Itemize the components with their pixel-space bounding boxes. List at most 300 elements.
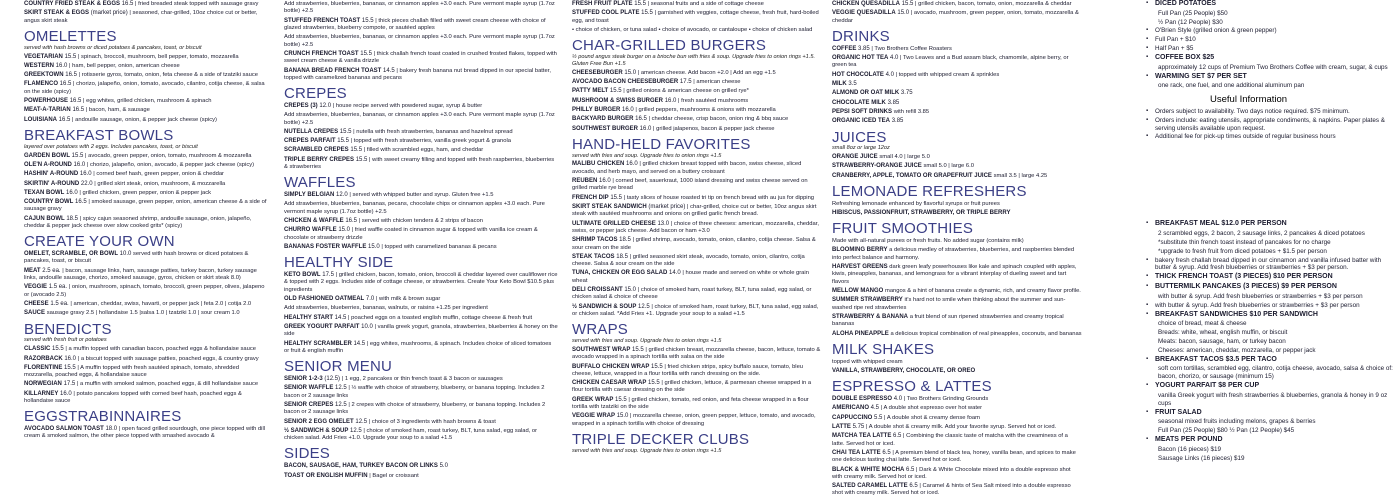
- item-description: | 1 egg, 2 pancakes or thin french toast & 3 bacon or sausages: [341, 375, 503, 382]
- item-name: SKIRT STEAK SANDWICH: [572, 203, 647, 210]
- item-description: | Dark & White Chocolate mixed into a double espresso shot with creamy milk. Served hot or iced.: [832, 466, 1071, 480]
- menu-item: [284, 129, 558, 136]
- catering-item-title: MEATS PER POUND: [1155, 436, 1223, 444]
- item-description: | grilled jalapenos, bacon & pepper jack cheese: [653, 125, 775, 132]
- item-price: 15.5: [71, 152, 84, 159]
- catering-item-title: BUTTERMILK PANCAKES (3 PIECES) $9 PER PERSON: [1155, 283, 1337, 291]
- item-description: | grilled onions & american cheese on grilled rye*: [623, 88, 749, 95]
- item-price: 13.0: [657, 220, 670, 227]
- menu-item: [284, 112, 558, 127]
- item-name: CLASSIC: [24, 346, 51, 353]
- item-description: | Bagel or croissant: [369, 472, 419, 479]
- item-description: Refreshing lemonade enhanced by flavorful syrups or fruit purees: [832, 200, 1000, 207]
- benedicts-section-subtitle: served with fresh fruit or potatoes: [24, 337, 107, 344]
- catering-item: [1146, 436, 1394, 445]
- item-description: | onion, mushroom, spinach, tomato, broccoli, green pepper, olives, jalapeno or (avocado 2.5): [24, 284, 265, 298]
- menu-item: [832, 247, 1082, 262]
- item-name: VANILLA, STRAWBERRY, CHOCOLATE, OR OREO: [832, 367, 976, 374]
- item-price: 7.0: [365, 296, 375, 302]
- menu-item: [284, 227, 558, 242]
- catering-item-title: DICED POTATOES: [1155, 0, 1217, 7]
- item-description: | choice of 3 ingredients with hash browns & toast: [368, 418, 496, 425]
- item-price: 15.0: [624, 287, 637, 294]
- item-description: | served with chicken tenders & 2 strips of bacon: [358, 218, 483, 225]
- menu-item: [284, 376, 558, 383]
- item-name: ALMOND OR OAT MILK: [832, 90, 900, 97]
- item-price: 2.5 ea.: [42, 267, 61, 274]
- menu-item: [832, 46, 1082, 53]
- menu-item: [284, 18, 558, 33]
- item-name: ½ SANDWICH & SOUP: [572, 303, 637, 310]
- menu-item: [832, 163, 1082, 170]
- catering-item: [1146, 54, 1394, 63]
- catering-line: 2 scrambled eggs, 2 bacon, 2 sausage links, 2 pancakes & diced potatoes: [1158, 230, 1365, 238]
- smoothies-section-heading: FRUIT SMOOTHIES: [832, 220, 974, 238]
- info-line: ▪ Orders include: eating utensils, appropriate condiments, & napkins. Paper plates & serving utensils available upon request.: [1146, 117, 1394, 133]
- menu-item: [24, 381, 268, 388]
- menu-item: [284, 103, 558, 110]
- item-name: VEGGIE WRAP: [572, 413, 616, 420]
- catering-item: [1146, 409, 1394, 418]
- wraps-section-heading: WRAPS: [572, 321, 629, 339]
- item-description: | egg whites, grilled chicken, mushroom & spinach: [83, 98, 212, 105]
- handheld-section-subtitle: served with fries and soup. Upgrade fries to onion rings +1.5: [572, 152, 722, 159]
- item-price: 5.75: [852, 423, 865, 430]
- item-price: 18.5: [619, 237, 631, 244]
- item-description: a delicious medley of strawberries, blueberries, and raspberries blended into perfect balance and harmony.: [832, 247, 1075, 261]
- item-price: 5.5: [874, 414, 883, 421]
- create-section-heading: CREATE YOUR OWN: [24, 233, 175, 251]
- item-price: 15.5: [350, 147, 363, 154]
- item-price: 16.5: [75, 199, 87, 206]
- item-price: 15.5: [337, 138, 349, 145]
- item-description: | grilled chicken breast topped with bacon, swiss cheese, sliced avocado, and herb mayo, and served on a buttery croissant: [572, 161, 802, 175]
- item-description: | grilled seasoned skirt steak, avocado, tomato, onion, cilantro, cotija cheese. Salsa & sour cream on the side: [572, 253, 805, 268]
- menu-item: [832, 415, 1082, 422]
- item-name: HEALTHY START: [284, 314, 333, 321]
- item-price: 15.5: [355, 156, 368, 163]
- catering-line: choice of bread, meat & cheese: [1158, 320, 1247, 328]
- item-name: MILK: [832, 80, 847, 87]
- item-price: 15.5: [52, 346, 64, 353]
- item-description: | Two Brothers Coffee Roasters: [871, 45, 952, 52]
- item-price: 16.0: [55, 62, 68, 69]
- item-price: 1.5 ea.: [50, 301, 69, 307]
- item-description: | choice of smoked ham, roast turkey, BLT, tuna salad, egg salad, or chicken salad. *Add Fries +1. Upgrade your soup to a salad +1.5: [572, 303, 819, 317]
- item-price: 15.5: [648, 380, 660, 387]
- item-price: 3.85: [887, 99, 900, 106]
- item-price: 10.0: [119, 251, 132, 258]
- item-name: GREEK YOGURT PARFAIT: [284, 323, 360, 330]
- clubs-section-subtitle: served with fries and soup. Upgrade fries to onion rings +1.5: [572, 447, 722, 454]
- item-name: CREPES PARFAIT: [284, 138, 336, 145]
- catering-list: [1146, 0, 1394, 90]
- info-line: ▪ Additional fee for pick-up times outside of regular business hours: [1146, 133, 1394, 141]
- item-price: 3.5: [848, 80, 857, 87]
- item-name: HIBISCUS, PASSIONFRUIT, STRAWBERRY, OR TRIPLE BERRY: [832, 210, 1011, 217]
- menu-column-4: [828, 0, 1088, 500]
- item-price: 15.5: [339, 128, 352, 135]
- item-price: 16.0: [79, 171, 92, 178]
- menu-item: [284, 218, 558, 225]
- menu-item: [284, 324, 558, 339]
- item-price: 18.5: [66, 215, 79, 222]
- menu-column-5: [1142, 0, 1400, 500]
- senior-section-heading: SENIOR MENU: [284, 358, 393, 376]
- item-price: 16.5: [72, 107, 85, 114]
- item-description: served with hash browns or diced potatoes & pancakes, toast, or biscuit: [24, 251, 249, 265]
- catering-line: Bacon (16 pieces) $19: [1158, 445, 1222, 453]
- menu-item: [24, 284, 268, 299]
- benedicts-section-heading: BENEDICTS: [24, 320, 112, 338]
- catering-item: [1146, 0, 1394, 9]
- item-description: | chorizo, jalapeño, onion, avocado, & pepper jack cheese (spicy): [86, 161, 255, 168]
- item-price: (market price): [648, 203, 686, 210]
- item-description: | topped with caramelized bananas & pecans: [381, 244, 497, 250]
- item-description: | grilled shrimp, avocado, tomato, onion, cilantro, cotija cheese. Salsa & sour cream on the side: [572, 237, 816, 251]
- menu-item: [284, 305, 558, 312]
- item-description: Add strawberries, blueberries, bananas, pecans, chocolate chips or cinnamon apples +3.0 each. Pure vermont maple syrup (1.7oz bottle) +2.5: [284, 201, 545, 215]
- item-name: FLORENTINE: [24, 364, 63, 371]
- item-price: 4.0: [890, 55, 899, 61]
- menu-item: [284, 201, 558, 216]
- item-name: SKIRT STEAK & EGGS: [24, 10, 90, 17]
- item-price: 15.0: [897, 10, 910, 17]
- menu-item: [832, 467, 1082, 482]
- menu-item: [572, 221, 822, 236]
- menu-item: [24, 181, 268, 188]
- catering-line: seasonal mixed fruits including melons, grapes & berries: [1158, 418, 1316, 426]
- menu-item: [832, 173, 1082, 180]
- item-description: | grilled chicken, green pepper, onion & pepper jack: [79, 189, 212, 196]
- menu-column-3: [568, 0, 828, 500]
- catering-line: approximately 12 cups of Premium Two Brothers Coffee with cream, sugar, & cups: [1158, 63, 1388, 71]
- item-name: SENIOR CREPES: [284, 401, 334, 408]
- burgers-section-subtitle: ½ pound angus steak burger on a brioche bun with fries & soup. Upgrade fries to onion rings +1.5. Gluten Free Bun +1.5: [572, 54, 816, 67]
- menu-item: [572, 204, 822, 219]
- item-price: 14.5: [334, 314, 347, 321]
- wraps-section-subtitle: served with fries and soup. Upgrade fries to onion rings +1.5: [572, 338, 722, 345]
- menu-item: [572, 161, 822, 176]
- menu-item: [572, 237, 822, 252]
- menu-item: [572, 107, 822, 114]
- item-price: 3.85: [858, 45, 870, 52]
- item-description: small 5.0 | large 6.0: [923, 163, 974, 170]
- item-price: 16.0: [60, 390, 72, 397]
- menu-item: [284, 244, 558, 251]
- item-description: | mozzarella cheese, onion, green pepper, lettuce, tomato, and avocado, wrapped in a spinach tortilla with choice of dressing: [572, 413, 816, 427]
- item-name: GREEKTOWN: [24, 72, 64, 79]
- item-description: dark green leafy powerhouses like kale and spinach coupled with apples, kiwis, pineapples, bananas, and lemongrass for a vibrant interplay of dueling sweet and tart flavors: [832, 264, 1077, 285]
- item-description: with refill 3.85: [893, 108, 930, 115]
- item-price: 3.85: [891, 118, 904, 125]
- catering-item: [1146, 382, 1394, 391]
- item-name: BACKYARD BURGER: [572, 116, 634, 123]
- item-description: Add strawberries, blueberries, bananas, or cinnamon apples +3.0 each. Pure vermont maple syrup (1.7oz bottle) +2.5: [284, 1, 555, 15]
- item-name: MUSHROOM & SWISS BURGER: [572, 97, 664, 104]
- item-name: VEGGIE QUESADILLA: [832, 10, 896, 17]
- item-price: 22.0: [80, 180, 93, 187]
- menu-item: [572, 304, 822, 319]
- item-price: 3.75: [900, 90, 913, 97]
- menu-item: [284, 51, 558, 66]
- item-name: ORANGE JUICE: [832, 154, 878, 161]
- menu-item: [572, 88, 822, 95]
- menu-item: [832, 433, 1082, 448]
- menu-item: [24, 216, 268, 231]
- item-description: | american, cheddar, swiss, havarti, or pepper jack | feta 2.0 | cotija 2.0: [70, 301, 252, 307]
- item-name: BANANAS FOSTER WAFFLE: [284, 244, 367, 250]
- item-price: 15.5: [610, 194, 623, 201]
- menu-item: [284, 272, 558, 294]
- catering-item-title: COFFEE BOX $25: [1155, 54, 1215, 62]
- menu-item: [284, 315, 558, 322]
- menu-item: [572, 397, 822, 412]
- item-name: COUNTRY BOWL: [24, 199, 74, 206]
- clubs-section-heading: TRIPLE DECKER CLUBS: [572, 431, 750, 448]
- catering-line: ▪ with butter & syrup. Add fresh blueberries or strawberries + $3 per person: [1146, 302, 1394, 310]
- item-description: | grilled chicken, bacon, tomato, onion, mozzarella & cheddar: [915, 1, 1072, 7]
- item-name: MEAT-A-TARIAN: [24, 107, 71, 114]
- menu-item: [24, 365, 268, 380]
- item-name: CHURRO WAFFLE: [284, 227, 337, 234]
- menu-item: [24, 162, 268, 169]
- item-description: | american cheese: [693, 78, 741, 85]
- item-description: sausage gravy 2.5 | hollandaise 1.5 |salsa 1.0 | tzatziki 1.0 | sour cream 1.0: [46, 310, 240, 317]
- item-description: | american cheese. Add bacon +2.0 | Add an egg +1.5: [637, 69, 776, 76]
- menu-item: [284, 296, 558, 303]
- item-description: | choice of smoked ham, roast turkey, BLT, tuna salad, egg salad, or chicken salad & choice of cheese: [572, 287, 812, 301]
- item-name: CHEESEBURGER: [572, 69, 623, 76]
- item-description: | bacon, ham, & sausage: [85, 107, 150, 114]
- menu-item: [24, 10, 268, 25]
- item-description: | egg whites, mushrooms, & spinach. Includes choice of sliced tomatoes or fruit & english muffin: [284, 340, 552, 354]
- menu-item: [832, 297, 1082, 312]
- item-description: | avocado, mushroom, green pepper, onion, tomato, mozzarella & cheddar: [832, 10, 1079, 24]
- catering-list: [1146, 220, 1394, 462]
- menu-item: [572, 10, 822, 25]
- catering-item-title: WARMING SET $7 PER SET: [1155, 72, 1247, 80]
- item-name: MELLOW MANGO: [832, 288, 884, 294]
- menu-item: [832, 359, 1082, 366]
- item-name: POWERHOUSE: [24, 98, 69, 105]
- item-price: 14.5: [353, 340, 366, 347]
- item-name: ½ SANDWICH & SOUP: [284, 427, 349, 434]
- menu-item: [24, 171, 268, 178]
- item-description: | tasty slices of house roasted tri tip on french bread with au jus for dipping: [623, 194, 815, 201]
- menu-item: [24, 310, 268, 317]
- catering-line: ½ Pan (12 People) $30: [1158, 18, 1223, 26]
- crepes-section-heading: CREPES: [284, 85, 347, 103]
- menu-item: [572, 413, 822, 428]
- item-description: | bakery fresh banana nut bread dipped in our special batter, topped with caramelized bananas and pecans: [284, 67, 551, 81]
- menu-item: [572, 254, 822, 269]
- item-name: WESTERN: [24, 62, 54, 69]
- menu-item: [832, 405, 1082, 412]
- item-name: HOT CHOCOLATE: [832, 71, 884, 78]
- item-description: | poached eggs on a toasted english muffin, cottage cheese & fresh fruit: [348, 314, 533, 321]
- menu-item: [284, 34, 558, 49]
- item-name: TOAST OR ENGLISH MUFFIN: [284, 472, 368, 479]
- item-name: BUFFALO CHICKEN WRAP: [572, 363, 650, 370]
- item-price: 16.5: [635, 116, 647, 123]
- item-description: it's hard not to smile when thinking about the summer and sun-washed ripe red strawberries: [832, 297, 1066, 311]
- item-name: SALTED CARAMEL LATTE: [832, 483, 908, 490]
- item-description: | grilled chicken, bacon, tomato, onion, broccoli & cheddar layered over cauliflower rice & topped with 2 eggs. Includes side of cottage cheese, or strawberries. Create Your Keto Bowl $10.5 plus ingredients: [284, 272, 558, 293]
- item-description: | seasoned, char-grilled, 10oz choice cut or better, angus skirt steak: [24, 10, 258, 24]
- item-name: VEGGIE: [24, 284, 48, 291]
- menu-item: [284, 68, 558, 83]
- item-name: TRIPLE BERRY CREPES: [284, 156, 355, 163]
- item-name: PHILLY BURGER: [572, 106, 621, 113]
- info-list: [1146, 108, 1394, 141]
- catering-line: Cheeses: american, cheddar, mozzarella, or pepper jack: [1158, 346, 1316, 354]
- handheld-section-heading: HAND-HELD FAVORITES: [572, 135, 751, 153]
- menu-item: [24, 81, 268, 96]
- menu-item: [24, 63, 268, 70]
- item-description: | Caramel & hints of Sea Salt mixed into a double espresso shot with creamy milk. Served hot or iced.: [832, 483, 1071, 497]
- item-name: OLD FASHIONED OATMEAL: [284, 296, 365, 302]
- item-name: CHICKEN CAESAR WRAP: [572, 380, 647, 387]
- item-price: 15.5: [64, 53, 77, 60]
- item-description: | ham, bell pepper, onion, american cheese: [69, 62, 180, 69]
- item-price: 6.5: [882, 449, 891, 456]
- menu-item: [572, 270, 822, 285]
- item-price: 15.5: [360, 50, 372, 57]
- item-name: BLACK & WHITE MOCHA: [832, 466, 905, 473]
- item-description: | with sweet creamy filling and topped with fresh raspberries, blueberries & strawberries: [284, 156, 555, 171]
- menu-item: [832, 396, 1082, 403]
- item-description: | chorizo, jalapeño, onion, tomato, avocado, cilantro, cotija cheese, & salsa on the side (spicy): [24, 81, 265, 95]
- item-name: DOUBLE ESPRESSO: [832, 396, 893, 402]
- menu-item: [284, 385, 558, 400]
- item-price: 15.5: [361, 17, 374, 24]
- menu-item: [24, 1, 268, 8]
- item-description: | nutella with fresh strawberries, bananas and hazelnut spread: [353, 128, 513, 135]
- item-description: | fresh sautéed mushrooms: [678, 97, 749, 104]
- menu-item: [572, 178, 822, 193]
- menu-item: [832, 72, 1082, 79]
- item-price: 12.5: [350, 427, 362, 434]
- item-price: 15.0: [624, 69, 637, 76]
- item-name: COFFEE: [832, 45, 857, 52]
- item-description: | A double shot & creamy dense foam: [884, 414, 980, 421]
- catering-item-title: BREAKFAST SANDWICHES $10 PER SANDWICH: [1155, 310, 1318, 318]
- item-description: | Two Leaves and a Bud assam black, chamomile, alpine berry, or green tea: [832, 55, 1069, 69]
- item-name: CHICKEN QUESADILLA: [832, 1, 901, 7]
- catering-item: [1146, 356, 1394, 365]
- eggstra-section-heading: EGGSTRABINNAIRES: [24, 408, 182, 426]
- item-description: | smoked sausage, green pepper, onion, american cheese & a side of sausage gravy: [24, 199, 267, 213]
- item-price: 15.5: [634, 1, 646, 7]
- item-description: | fried waffle coated in cinnamon sugar & topped with vanilla ice cream & chocolate or strawberry drizzle: [284, 227, 538, 241]
- menu-item: [24, 391, 268, 406]
- menu-item: [284, 428, 558, 443]
- item-description: | open faced grilled sourdough, one piece topped with dill cream & smoked salmon, the other piece topped with smashed avocado &: [24, 426, 266, 440]
- menu-item: [572, 126, 822, 133]
- item-description: | served with whipped butter and syrup. Gluten free +1.5: [349, 192, 494, 199]
- catering-item-title: BREAKFAST MEAL $12.0 PER PERSON: [1155, 220, 1287, 228]
- info-line: ▪ Orders subject to availability. Two days notice required. $75 minimum.: [1146, 108, 1394, 116]
- item-name: ORGANIC ICED TEA: [832, 118, 891, 125]
- menu-item: [24, 301, 268, 308]
- item-name: FRESH FRUIT PLATE: [572, 1, 633, 7]
- item-description: Add strawberries, blueberries, bananas, or cinnamon apples +3.0 each. Pure vermont maple syrup (1.7oz bottle) +2.5: [284, 34, 555, 48]
- item-price: 16.0: [66, 189, 78, 196]
- menu-item: [284, 402, 558, 417]
- item-price: 16.0: [626, 161, 638, 168]
- menu-item: [572, 27, 822, 34]
- item-description: | grilled peppers, mushrooms & onions with mozzarella: [635, 106, 776, 113]
- catering-line: one rack, one fuel, and one additional aluminum pan: [1158, 82, 1305, 90]
- item-description: | a muffin topped with canadian bacon, poached eggs & hollandaise sauce: [65, 346, 256, 353]
- item-price: 4.0: [893, 396, 903, 402]
- catering-line: Full Pan (25 People) $50: [1158, 9, 1228, 17]
- item-name: SUMMER STRAWBERRY: [832, 297, 903, 304]
- catering-line: with butter & syrup. Add fresh blueberries or strawberries + $3 per person: [1158, 292, 1363, 300]
- item-name: KETO BOWL: [284, 272, 321, 279]
- catering-item: [1146, 311, 1394, 320]
- sides-section-heading: SIDES: [284, 445, 331, 463]
- menu-item: [832, 483, 1082, 498]
- item-price: 15.0: [616, 413, 629, 420]
- catering-item: [1146, 220, 1394, 229]
- item-description: | seasonal fruits and a side of cottage cheese: [647, 1, 764, 7]
- catering-item: [1146, 273, 1394, 282]
- item-description: | house recipe served with powdered sugar, syrup & butter: [332, 102, 483, 109]
- item-price: 15.5: [651, 363, 663, 370]
- menu-column-1: [20, 0, 274, 500]
- item-description: | A double shot espresso over hot water: [880, 405, 983, 412]
- item-name: AVOCADO SALMON TOAST: [24, 426, 104, 433]
- item-price: 16.5: [345, 218, 358, 225]
- item-price: 16.5: [65, 72, 77, 79]
- item-name: PEPSI SOFT DRINKS: [832, 108, 893, 115]
- item-description: a delicious tropical combination of real pineapples, coconuts, and bananas: [890, 330, 1082, 337]
- item-price: 17.5: [63, 381, 76, 388]
- menu-item: [284, 341, 558, 356]
- item-price: 18.5: [616, 253, 628, 260]
- item-price: 4.5: [870, 405, 880, 412]
- menu-item: [24, 54, 268, 61]
- item-description: | filled with scrambled eggs, ham, and cheddar: [363, 147, 484, 154]
- menu-item: [572, 116, 822, 123]
- catering-item-title: FRUIT SALAD: [1155, 408, 1202, 416]
- item-description: | grilled chicken breast, mozzarella cheese, bacon, lettuce, tomato & avocado wrapped in a spinach tortilla with salsa on the side: [572, 346, 821, 361]
- item-name: STRAWBERRY & BANANA: [832, 313, 909, 320]
- menu-item: [832, 118, 1082, 125]
- item-description: | garnished with veggies, cottage cheese, fresh fruit, hard-boiled egg, and toast: [572, 10, 819, 24]
- menu-item: [832, 10, 1082, 25]
- item-description: | Two Brothers Grinding Grounds: [903, 396, 989, 402]
- item-price: 16.5: [58, 116, 71, 123]
- item-description: | spicy cajun seasoned shrimp, andouille sausage, onion, jalapeño, cheddar & pepper jack cheese over slow cooked grits* (spicy): [24, 215, 252, 230]
- menu-item: [832, 368, 1082, 375]
- item-price: 16.5: [69, 98, 82, 105]
- item-description: small 3.5 | large 4.25: [993, 172, 1048, 179]
- item-description: | a muffin with smoked salmon, poached eggs, & dill hollandaise sauce: [76, 381, 259, 388]
- menu-item: [832, 55, 1082, 70]
- catering-item: [1146, 283, 1394, 292]
- item-name: GREEK WRAP: [572, 396, 614, 403]
- menu-item: [284, 147, 558, 154]
- item-description: Add strawberries, blueberries, bananas, walnuts, or raisins +1.25 per ingredient: [284, 305, 488, 312]
- item-name: CAPPUCCINO: [832, 414, 873, 421]
- burgers-section-heading: CHAR-GRILLED BURGERS: [572, 37, 767, 55]
- catering-line: Meats: bacon, sausage, ham, or turkey bacon: [1158, 338, 1286, 346]
- item-name: ALOHA PINEAPPLE: [832, 330, 889, 337]
- item-name: REUBEN: [572, 178, 598, 184]
